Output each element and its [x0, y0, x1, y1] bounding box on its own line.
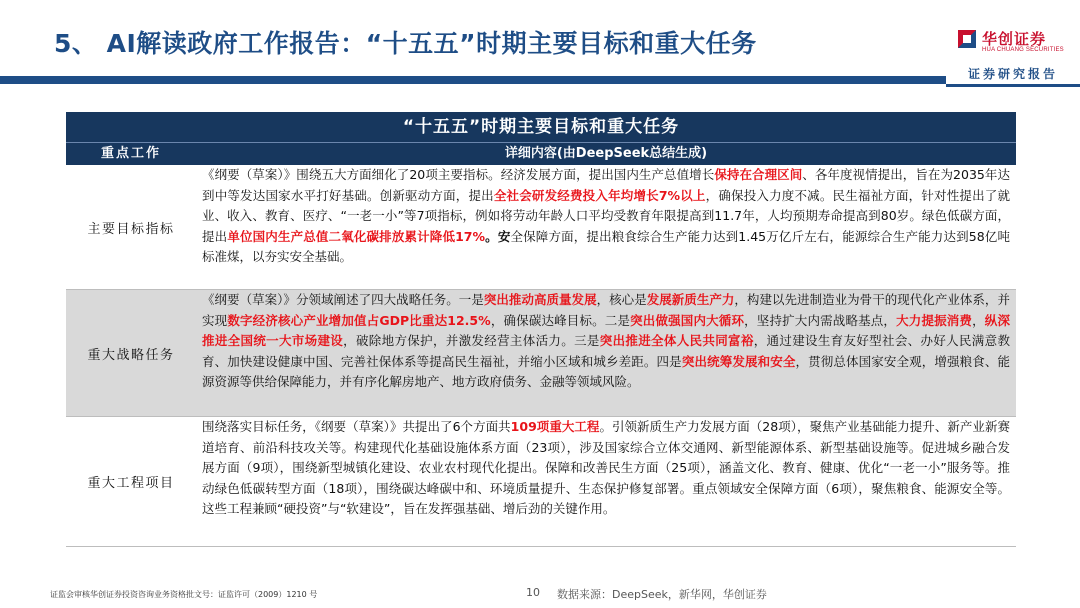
- page-title: 5、 AI解读政府工作报告：“十五五”时期主要目标和重大任务: [54, 29, 757, 58]
- table-row: [66, 290, 1016, 417]
- header-rule: [0, 76, 946, 84]
- body-text: ，坚持扩大内需战略基点，: [744, 312, 897, 328]
- body-text: ，破除地方保护，并激发经营主体活力。三是: [343, 333, 600, 349]
- table-row: [66, 417, 1016, 547]
- body-text: ，确保投入力度不减。民生福祉方面，针对性提出了就业、收入、教育、医疗、“一老一小”等7项指标，例如将劳动年龄人口平均受教育年限提高到11.7年，人均预期寿命提高到80岁。绿色低碳方面，提出: [202, 187, 1010, 244]
- body-text: ，核心是: [596, 292, 647, 307]
- row-label: 主要目标指标: [87, 221, 175, 237]
- body-text: 《纲要（草案）》分领域阐述了四大战略任务。一是: [202, 292, 484, 307]
- highlighted-text: 纵深推进全国统一大市场建设: [202, 312, 1010, 349]
- report-tag-underline: [946, 84, 1080, 87]
- body-text: ，贯彻总体国家安全观，增强粮食、能源资源等供给保障能力，并有序化解房地产、地方政府债务、金融等领域风险。: [202, 353, 1010, 390]
- column-header-details: 详细内容(由DeepSeek总结生成): [504, 146, 708, 161]
- highlighted-text: 突出推动高质量发展: [483, 292, 597, 307]
- report-tag: 证券研究报告: [967, 67, 1058, 81]
- highlighted-text: 突出统筹发展和安全: [681, 353, 796, 369]
- logo-mark-icon: [958, 30, 976, 48]
- body-text: 。引领新质生产力发展方面（28项），聚焦产业基础能力提升、新产业新赛道培育、前沿科技攻关等。构建现代化基础设施体系方面（23项），涉及国家综合立体交通网、新型能源体系、新型基础设施等。促进城乡融合发展方面（9项），围绕新型城镇化建设、农业农村现代化提出。保障和改善民生方面（25项），涵盖文化、教育、健康、优化“一老一小”服务等。推动绿色低碳转型方面（18项），围绕碳达峰碳中和、环境质量提升、生态保护修复部署。重点领域安全保障方面（6项），聚焦粮食、能源安全等。这些工程兼顾“硬投资”与“软建设”，旨在发挥强基础、增后劲的关键作用。: [202, 419, 1010, 517]
- body-text: 、各年度视情提出，旨在为2035年达到中等发达国家水平打好基础。创新驱动方面，提出: [202, 167, 1010, 203]
- table-title: “十五五”时期主要目标和重大任务: [66, 112, 1016, 142]
- license-note: 证监会审核华创证券投资咨询业务资格批文号：证监许可（2009）1210 号: [50, 590, 318, 599]
- body-text: ，通过建设生育友好型社会、办好人民满意教育、加快建设健康中国、完善社保体系等提高民生福祉，并缩小区域和城乡差距。四是: [202, 333, 1010, 369]
- body-text: ，构建以先进制造业为骨干的现代化产业体系，并实现: [202, 292, 1010, 328]
- body-text: 全保障方面，提出粮食综合生产能力达到1.45万亿斤左右，能源综合生产能力达到58亿吨标准煤，以夯实安全基础。: [202, 228, 1010, 265]
- highlighted-text: 单位国内生产总值二氧化碳排放累计降低17%: [227, 228, 486, 244]
- brand-logo: [958, 30, 1068, 60]
- source-note: 数据来源：DeepSeek，新华网，华创证券: [557, 588, 767, 601]
- body-text: 《纲要（草案）》围绕五大方面细化了20项主要指标。经济发展方面，提出国内生产总值增长: [202, 167, 715, 182]
- page-number: 10: [526, 586, 540, 599]
- body-text: ，确保碳达峰目标。二是: [490, 312, 631, 328]
- highlighted-text: 全社会研发经费投入年均增长7%以上: [493, 187, 706, 203]
- body-text: 围绕落实目标任务，《纲要（草案）》共提出了6个方面共: [202, 419, 511, 434]
- table-row: [66, 165, 1016, 290]
- tasks-table: [66, 112, 1016, 547]
- brand-name-en: HUA CHUANG SECURITIES: [982, 47, 1064, 53]
- row-content: [196, 290, 1016, 416]
- highlighted-text: 109项重大工程: [510, 419, 600, 434]
- body-text: ，: [972, 312, 985, 328]
- row-label: 重大战略任务: [87, 347, 175, 363]
- highlighted-text: 突出做强国内大循环: [630, 312, 745, 328]
- highlighted-text: 数字经济核心产业增加值占GDP比重达12.5%: [227, 312, 491, 328]
- body-text: 。: [485, 228, 498, 244]
- highlighted-text: 发展新质生产力: [646, 292, 735, 307]
- column-header-key-work: 重点工作: [100, 146, 161, 161]
- table-header-row: [66, 142, 1016, 165]
- brand-name-cn: 华创证券: [982, 30, 1047, 48]
- row-label: 重大工程项目: [87, 476, 175, 491]
- row-content: [196, 165, 1016, 289]
- highlighted-text: 保持在合理区间: [714, 167, 803, 182]
- highlighted-text: 突出推进全体人民共同富裕: [599, 333, 754, 349]
- highlighted-text: 大力提振消费: [896, 312, 973, 328]
- row-content: [196, 417, 1016, 546]
- body-text: 安: [497, 228, 511, 244]
